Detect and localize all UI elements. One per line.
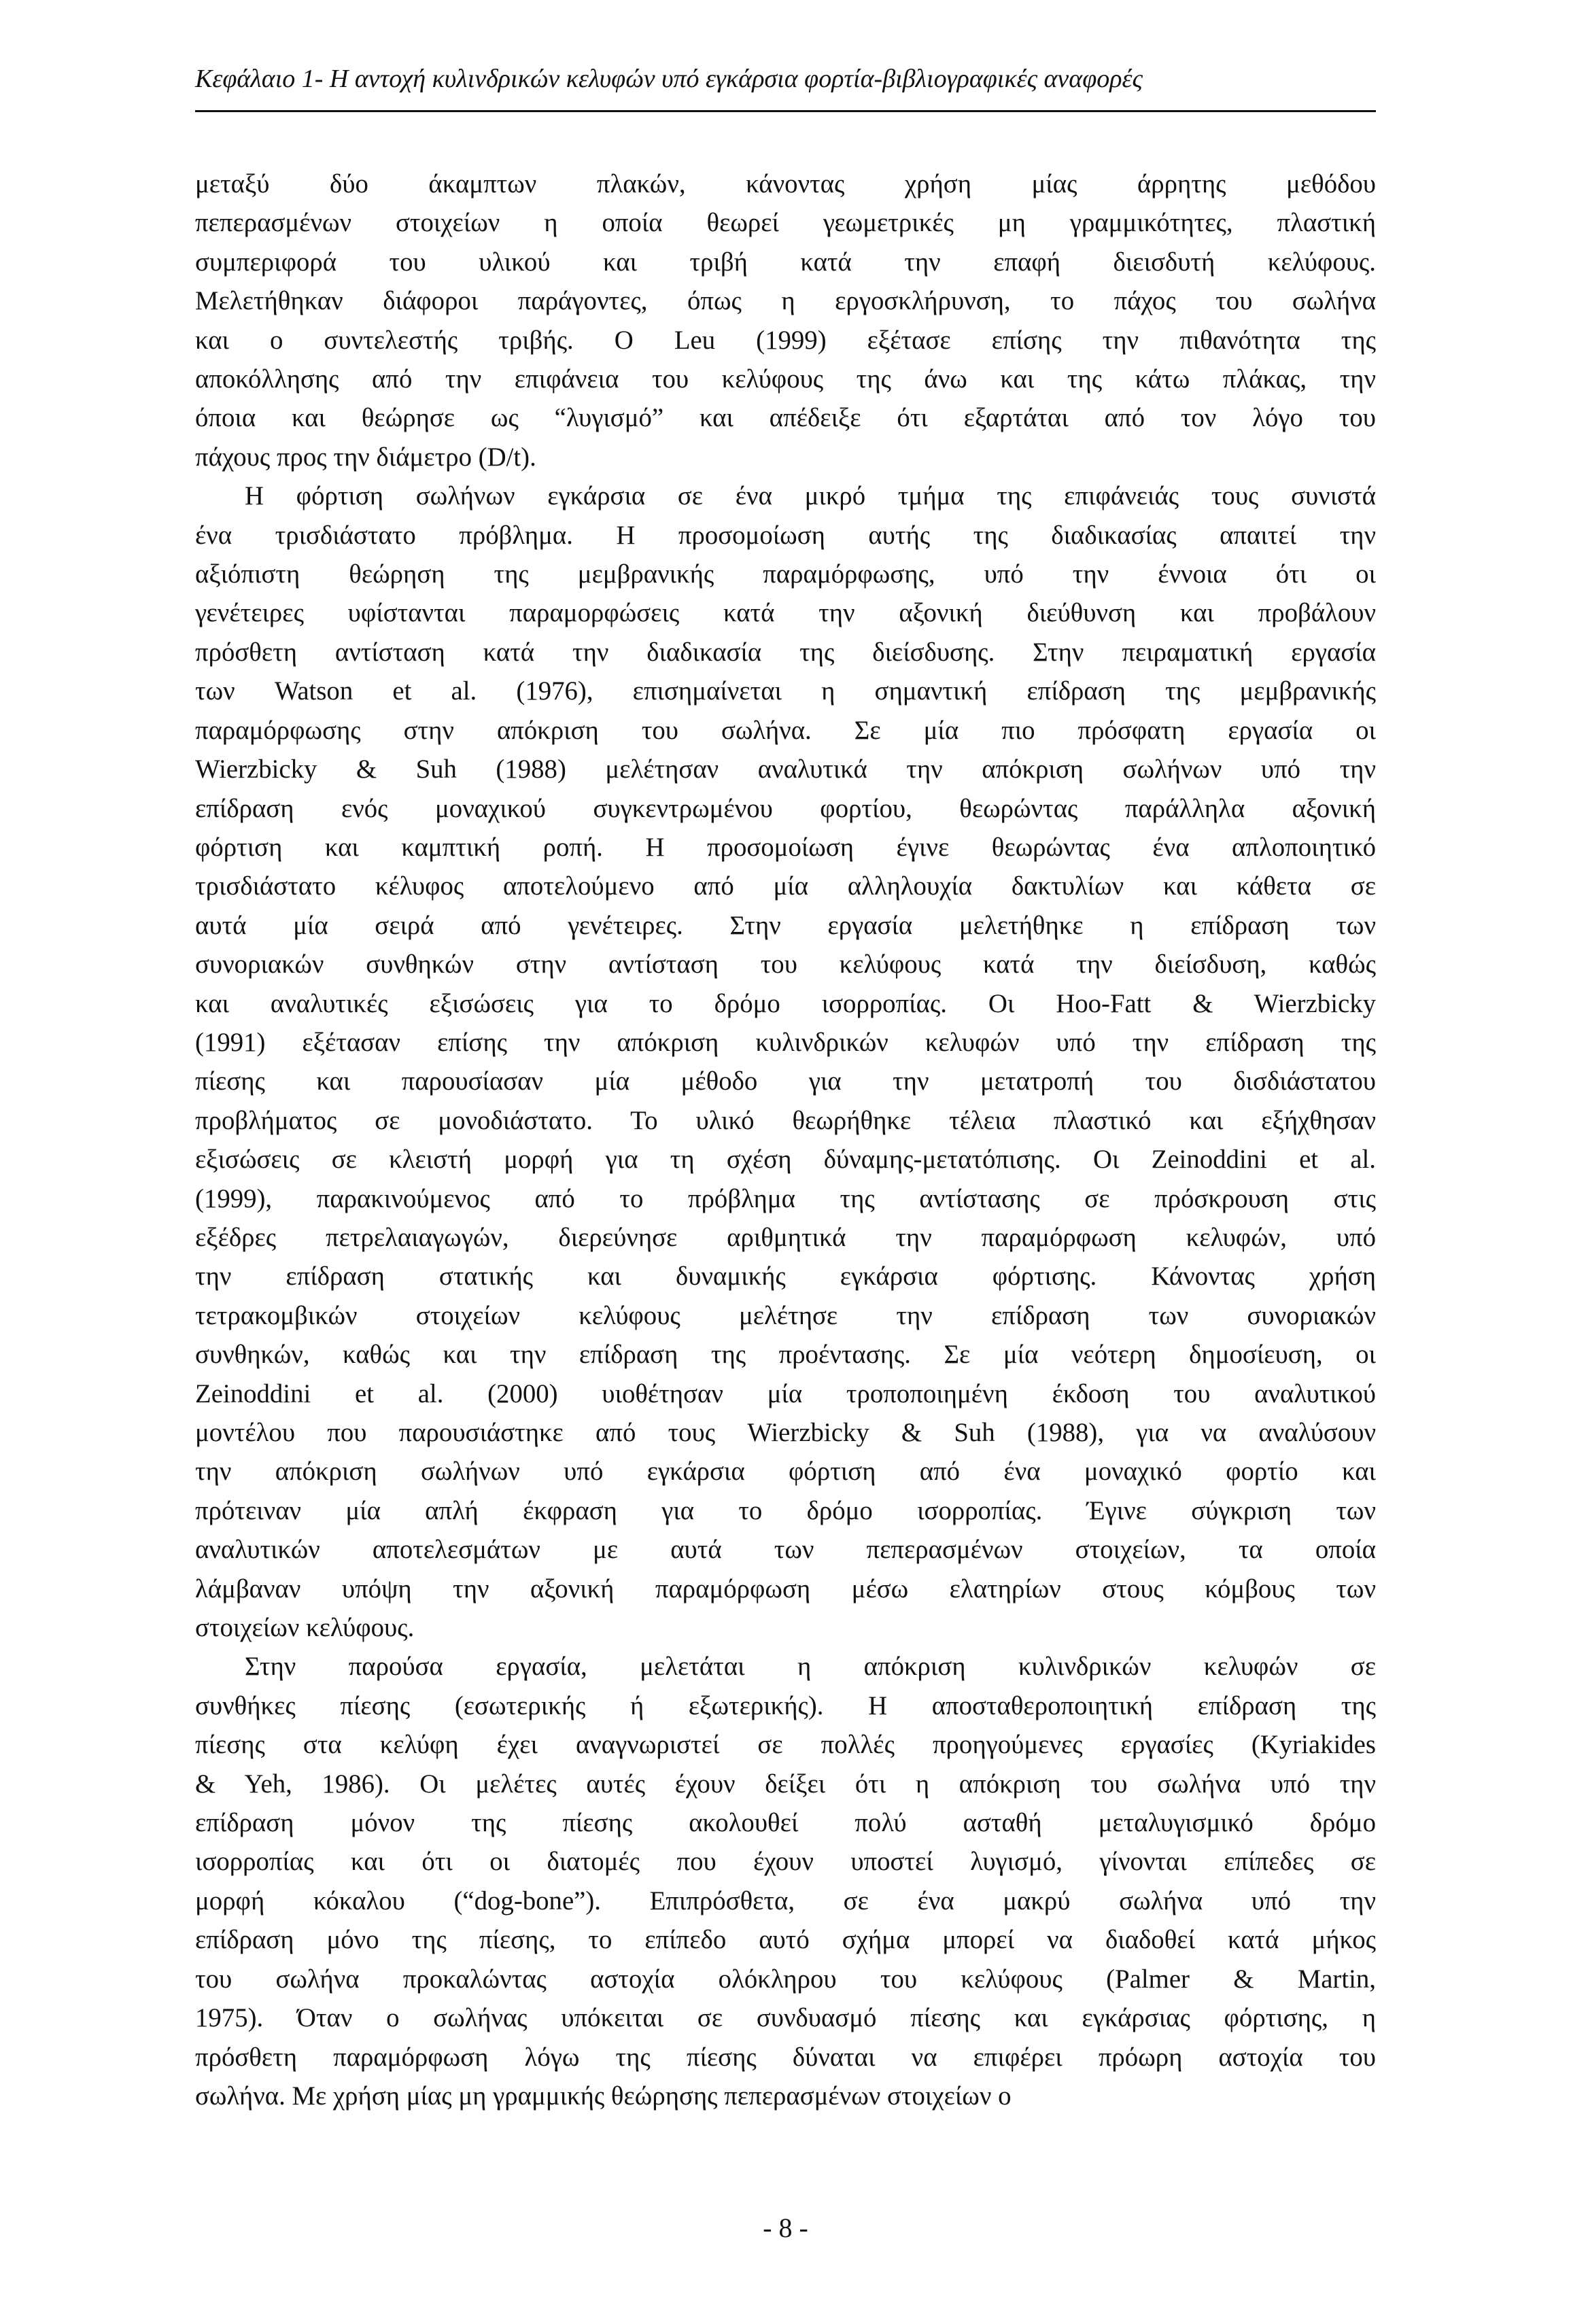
text-line: την απόκριση σωλήνων υπό εγκάρσια φόρτιση από ένα μοναχικό φορτίο και: [195, 1457, 1376, 1487]
text-line: αυτά μία σειρά από γενέτειρες. Στην εργασία μελετήθηκε η επίδραση των: [195, 910, 1376, 940]
text-line: αποκόλλησης από την επιφάνεια του κελύφους της άνω και της κάτω πλάκας, την: [195, 364, 1376, 394]
text-line: συνοριακών συνθηκών στην αντίσταση του κελύφους κατά την διείσδυση, καθώς: [195, 950, 1376, 979]
text-line: αξιόπιστη θεώρηση της μεμβρανικής παραμόρφωσης, υπό την έννοια ότι οι: [195, 559, 1376, 589]
text-line: πίεσης και παρουσίασαν μία μέθοδο για την μετατροπή του δισδιάστατου: [195, 1066, 1376, 1096]
text-line: όποια και θεώρησε ως “λυγισμό” και απέδειξε ότι εξαρτάται από τον λόγο του: [195, 403, 1376, 433]
text-line: των Watson et al. (1976), επισημαίνεται η σημαντική επίδραση της μεμβρανικής: [195, 676, 1376, 706]
text-line: πρότειναν μία απλή έκφραση για το δρόμο ισορροπίας. Έγινε σύγκριση των: [195, 1495, 1376, 1525]
text-line: (1991) εξέτασαν επίσης την απόκριση κυλινδρικών κελυφών υπό την επίδραση της: [195, 1027, 1376, 1057]
text-line: συμπεριφορά του υλικού και τριβή κατά την επαφή διεισδυτή κελύφους.: [195, 247, 1376, 277]
text-line: του σωλήνα προκαλώντας αστοχία ολόκληρου του κελύφους (Palmer & Martin,: [195, 1964, 1376, 1994]
text-line: και ο συντελεστής τριβής. Ο Leu (1999) εξέτασε επίσης την πιθανότητα της: [195, 325, 1376, 355]
text-line: τρισδιάστατο κέλυφος αποτελούμενο από μία αλληλουχία δακτυλίων και κάθετα σε: [195, 871, 1376, 901]
text-line: και αναλυτικές εξισώσεις για το δρόμο ισορροπίας. Οι Hoo-Fatt & Wierzbicky: [195, 988, 1376, 1018]
text-line: πίεσης στα κελύφη έχει αναγνωριστεί σε πολλές προηγούμενες εργασίες (Kyriakides: [195, 1730, 1376, 1760]
page-number: - 8 -: [763, 2213, 808, 2243]
text-line: φόρτιση και καμπτική ροπή. Η προσομοίωση έγινε θεωρώντας ένα απλοποιητικό: [195, 832, 1376, 862]
text-line: & Yeh, 1986). Οι μελέτες αυτές έχουν δείξει ότι η απόκριση του σωλήνα υπό την: [195, 1769, 1376, 1799]
text-line: συνθήκες πίεσης (εσωτερικής ή εξωτερικής). Η αποσταθεροποιητική επίδραση της: [195, 1690, 1376, 1720]
paragraph: [195, 164, 1376, 476]
text-line: εξέδρες πετρελαιαγωγών, διερεύνησε αριθμητικά την παραμόρφωση κελυφών, υπό: [195, 1222, 1376, 1252]
text-line: σωλήνα. Με χρήση μίας μη γραμμικής θεώρησης πεπερασμένων στοιχείων ο: [195, 2081, 1012, 2111]
text-line: ένα τρισδιάστατο πρόβλημα. Η προσομοίωση αυτής της διαδικασίας απαιτεί την: [195, 520, 1376, 550]
text-line: ισορροπίας και ότι οι διατομές που έχουν υποστεί λυγισμό, γίνονται επίπεδες σε: [195, 1847, 1376, 1877]
text-line: μεταξύ δύο άκαμπτων πλακών, κάνοντας χρήση μίας άρρητης μεθόδου: [195, 169, 1376, 198]
page-header: [195, 63, 1376, 112]
text-line: πεπερασμένων στοιχείων η οποία θεωρεί γεωμετρικές μη γραμμικότητες, πλαστική: [195, 208, 1376, 238]
text-line: γενέτειρες υφίστανται παραμορφώσεις κατά την αξονική διεύθυνση και προβάλουν: [195, 598, 1376, 628]
text-line: προβλήματος σε μονοδιάστατο. Το υλικό θεωρήθηκε τέλεια πλαστικό και εξήχθησαν: [195, 1105, 1376, 1135]
text-line: (1999), παρακινούμενος από το πρόβλημα της αντίστασης σε πρόσκρουση στις: [195, 1183, 1376, 1213]
text-line: στοιχείων κελύφους.: [195, 1613, 415, 1643]
text-line: Wierzbicky & Suh (1988) μελέτησαν αναλυτικά την απόκριση σωλήνων υπό την: [195, 755, 1376, 784]
text-line: πρόσθετη αντίσταση κατά την διαδικασία της διείσδυσης. Στην πειραματική εργασία: [195, 637, 1376, 667]
text-line: αναλυτικών αποτελεσμάτων με αυτά των πεπερασμένων στοιχείων, τα οποία: [195, 1535, 1376, 1565]
text-line: Μελετήθηκαν διάφοροι παράγοντες, όπως η εργοσκλήρυνση, το πάχος του σωλήνα: [195, 286, 1376, 316]
text-line: την επίδραση στατικής και δυναμικής εγκάρσια φόρτισης. Κάνοντας χρήση: [195, 1262, 1376, 1291]
running-title: Κεφάλαιο 1- Η αντοχή κυλινδρικών κελυφών υπό εγκάρσια φορτία-βιβλιογραφικές αναφορές: [195, 65, 1143, 93]
text-line: πάχους προς την διάμετρο (D/t).: [195, 442, 536, 472]
text-line: εξισώσεις σε κλειστή μορφή για τη σχέση δύναμης-μετατόπισης. Οι Zeinoddini et al.: [195, 1145, 1376, 1175]
text-line: Zeinoddini et al. (2000) υιοθέτησαν μία τροποποιημένη έκδοση του αναλυτικού: [195, 1378, 1376, 1408]
text-line: επίδραση ενός μοναχικού συγκεντρωμένου φορτίου, θεωρώντας παράλληλα αξονική: [195, 793, 1376, 823]
text-line: Στην παρούσα εργασία, μελετάται η απόκριση κυλινδρικών κελυφών σε: [245, 1652, 1376, 1682]
text-line: συνθηκών, καθώς και την επίδραση της προέντασης. Σε μία νεότερη δημοσίευση, οι: [195, 1340, 1376, 1370]
paragraph: [195, 1647, 1376, 2115]
text-line: 1975). Όταν ο σωλήνας υπόκειται σε συνδυασμό πίεσης και εγκάρσιας φόρτισης, η: [195, 2003, 1376, 2033]
text-line: μοντέλου που παρουσιάστηκε από τους Wierzbicky & Suh (1988), για να αναλύσουν: [195, 1418, 1376, 1447]
text-line: πρόσθετη παραμόρφωση λόγω της πίεσης δύναται να επιφέρει πρόωρη αστοχία του: [195, 2042, 1376, 2072]
text-line: επίδραση μόνον της πίεσης ακολουθεί πολύ ασταθή μεταλυγισμικό δρόμο: [195, 1808, 1376, 1838]
text-line: επίδραση μόνο της πίεσης, το επίπεδο αυτό σχήμα μπορεί να διαδοθεί κατά μήκος: [195, 1925, 1376, 1955]
text-line: μορφή κόκαλου (“dog-bone”). Επιπρόσθετα, σε ένα μακρύ σωλήνα υπό την: [195, 1886, 1376, 1915]
body-text: [195, 164, 1376, 2115]
text-line: Η φόρτιση σωλήνων εγκάρσια σε ένα μικρό τμήμα της επιφάνειάς τους συνιστά: [245, 481, 1376, 511]
text-line: λάμβαναν υπόψη την αξονική παραμόρφωση μέσω ελατηρίων στους κόμβους των: [195, 1574, 1376, 1603]
paragraph: [195, 476, 1376, 1647]
text-line: τετρακομβικών στοιχείων κελύφους μελέτησε την επίδραση των συνοριακών: [195, 1300, 1376, 1330]
text-line: παραμόρφωσης στην απόκριση του σωλήνα. Σε μία πιο πρόσφατη εργασία οι: [195, 715, 1376, 745]
